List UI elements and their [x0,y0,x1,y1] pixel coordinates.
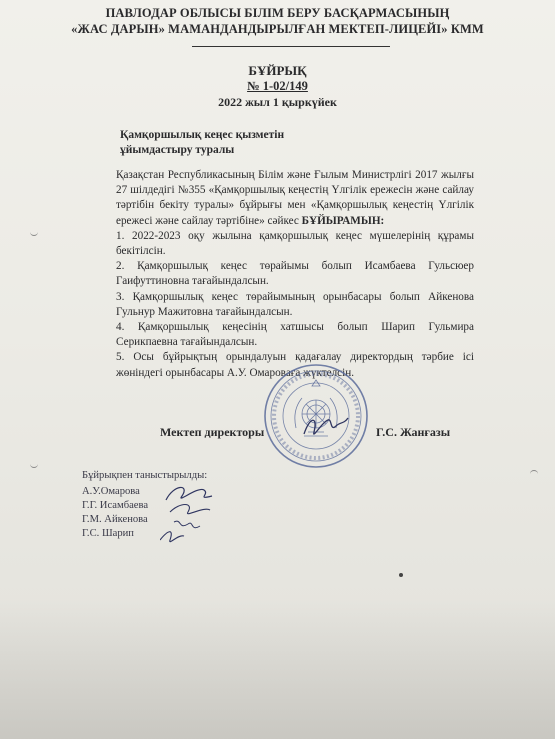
order-title: БҰЙРЫҚ [248,63,307,78]
signature-name: Г.С. Жанғазы [376,425,451,439]
ack-name-2: Г.Г. Исамбаева [82,500,149,511]
director-signature [300,412,350,442]
order-date: 2022 жыл 1 қыркүйек [218,95,337,109]
ack-name-3: Г.М. Айкенова [82,514,148,525]
binder-mark-right [530,470,538,476]
header-line-1: ПАВЛОДАР ОБЛЫСЫ БІЛІМ БЕРУ БАСҚАРМАСЫНЫҢ [105,6,450,20]
body-intro [84,168,474,229]
body-item-5: 5. Осы бұйрықтың орындалуын қадағалау директордың тәрбие ісі жөніндегі орынбасары А.У. Омароваға жүктелсін. [116,351,474,379]
body-item-3: 3. Қамқоршылық кеңес төрайымының орынбасары болып Айкенова Гульнур Мажитовна тағайындалсын. [116,290,474,318]
body-item-2: 2. Қамқоршылық кеңес төрайымы болып Исамбаева Гульсюер Гаифуттиновна тағайындалсын. [116,260,474,288]
body-intro-bold: БҰЙЫРАМЫН: [301,214,385,227]
header-rule [192,46,390,47]
page-shadow [0,600,555,739]
ack-name-4: Г.С. Шарип [82,528,134,539]
signature-title: Мектеп директоры [160,425,265,439]
header-line-2: «ЖАС ДАРЫН» МАМАНДАНДЫРЫЛҒАН МЕКТЕП-ЛИЦЕЙІ» КММ [71,22,484,36]
subject-line-1: Қамқоршылық кеңес қызметін [120,129,285,141]
body-intro-text: Қазақстан Республикасының Білім және Ғылым Министрлігі 2017 жылғы 27 шілдедігі №355 «Қамқоршылық кеңестің Үлгілік ережесін және сайлау тәртібін бекіту туралы» бұйрығы мен «Қамқоршылық кеңестің Үлгілік ережесі және сайлау тәртібіне» сәйкес [116,169,474,227]
ink-dot [399,573,403,577]
order-number: № 1-02/149 [247,79,308,93]
order-body [84,168,474,381]
body-item-4: 4. Қамқоршылық кеңесінің хатшысы болып Шарип Гульмира Серикпаевна тағайындалсын. [116,321,474,349]
subject-line-2: ұйымдастыру туралы [120,144,235,156]
body-item-1: 1. 2022-2023 оқу жылына қамқоршылық кеңес мүшелерінің құрамы бекітілсін. [116,229,474,258]
ack-heading: Бұйрықпен таныстырылды: [82,470,208,481]
ack-signatures [160,478,222,548]
ack-name-1: А.У.Омарова [82,486,140,497]
